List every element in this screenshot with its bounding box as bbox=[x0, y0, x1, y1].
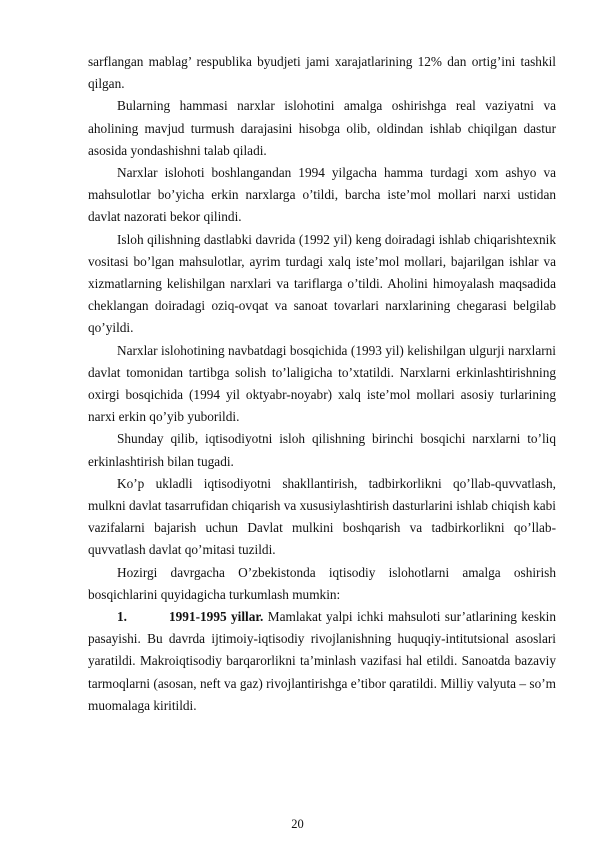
paragraph: Narxlar islohotining navbatdagi bosqichida (1993 yil) kelishilgan ulgurji narxlarni davlat tomonidan tartibga solish to’laligicha to’xtatildi. Narxlarni erkinlashtirishning oxirgi bosqichida (1994 yil oktyabr-noyabr) xalq iste’mol mollari asosiy turlarining narxi erkin qo’yib yuborildi. bbox=[88, 342, 556, 425]
list-item-number: 1. bbox=[117, 609, 127, 625]
list-item-title: 1991-1995 yillar. bbox=[169, 609, 264, 625]
paragraph: Shunday qilib, iqtisodiyotni isloh qilishning birinchi bosqichi narxlarni to’liq erkinlashtirish bilan tugadi. bbox=[88, 431, 556, 469]
page-number: 20 bbox=[291, 817, 304, 831]
paragraph: Isloh qilishning dastlabki davrida (1992 yil) keng doiradagi ishlab chiqarishtexnik vositasi bo’lgan mahsulotlar, ayrim turdagi xalq iste’mol mollari, bajarilgan ishlar va xizmatlarning kelishilgan narxlari va tariflarga o’tildi. Aholini himoyalash maqsadida cheklangan doiradagi oziq-ovqat va sanoat tovarlari narxlarining chegarasi belgilab qo’yildi. bbox=[88, 231, 556, 336]
paragraph: Ko’p ukladli iqtisodiyotni shakllantirish, tadbirkorlikni qo’llab-quvvatlash, mulkni davlat tasarrufidan chiqarish va xususiylashtirish dasturlarini ishlab chiqish kabi vazifalarni bajarish uchun Davlat mulkini boshqarish va tadbirkorlikni qo’llab-quvvatlash davlat qo’mitasi tuzildi. bbox=[88, 475, 556, 558]
paragraph: Bularning hammasi narxlar islohotini amalga oshirishga real vaziyatni va aholining mavjud turmush darajasini hisobga olib, oldindan ishlab chiqilgan dastur asosida yondashishni talab qiladi. bbox=[88, 98, 556, 158]
paragraph: sarflangan mablag’ respublika byudjeti jami xarajatlarining 12% dan ortig’ini tashkil qilgan. bbox=[88, 54, 556, 92]
list-item-text: Mamlakat yalpi ichki mahsuloti sur’atlarining keskin pasayishi. Bu davrda ijtimoiy-iqtisodiy rivojlanishning huquqiy-intitutsional asoslari yaratildi. Makroiqtisodiy barqarorlikni ta’minlash vazifasi hal etildi. Sanoatda bazaviy tarmoqlarni (asosan, neft va gaz) rivojlantirishga e’tibor qaratildi. Milliy valyuta – so’m muomalaga kiritildi. bbox=[88, 609, 556, 713]
document-body bbox=[88, 51, 556, 717]
paragraph: Narxlar islohoti boshlangandan 1994 yilgacha hamma turdagi xom ashyo va mahsulotlar bo’yicha erkin narxlarga o’tildi, barcha iste’mol mollari narxi ustidan davlat nazorati bekor qilindi. bbox=[88, 165, 556, 225]
list-item bbox=[88, 606, 556, 717]
paragraph: Hozirgi davrgacha O’zbekistonda iqtisodiy islohotlarni amalga oshirish bosqichlarini quyidagicha turkumlash mumkin: bbox=[88, 564, 556, 602]
